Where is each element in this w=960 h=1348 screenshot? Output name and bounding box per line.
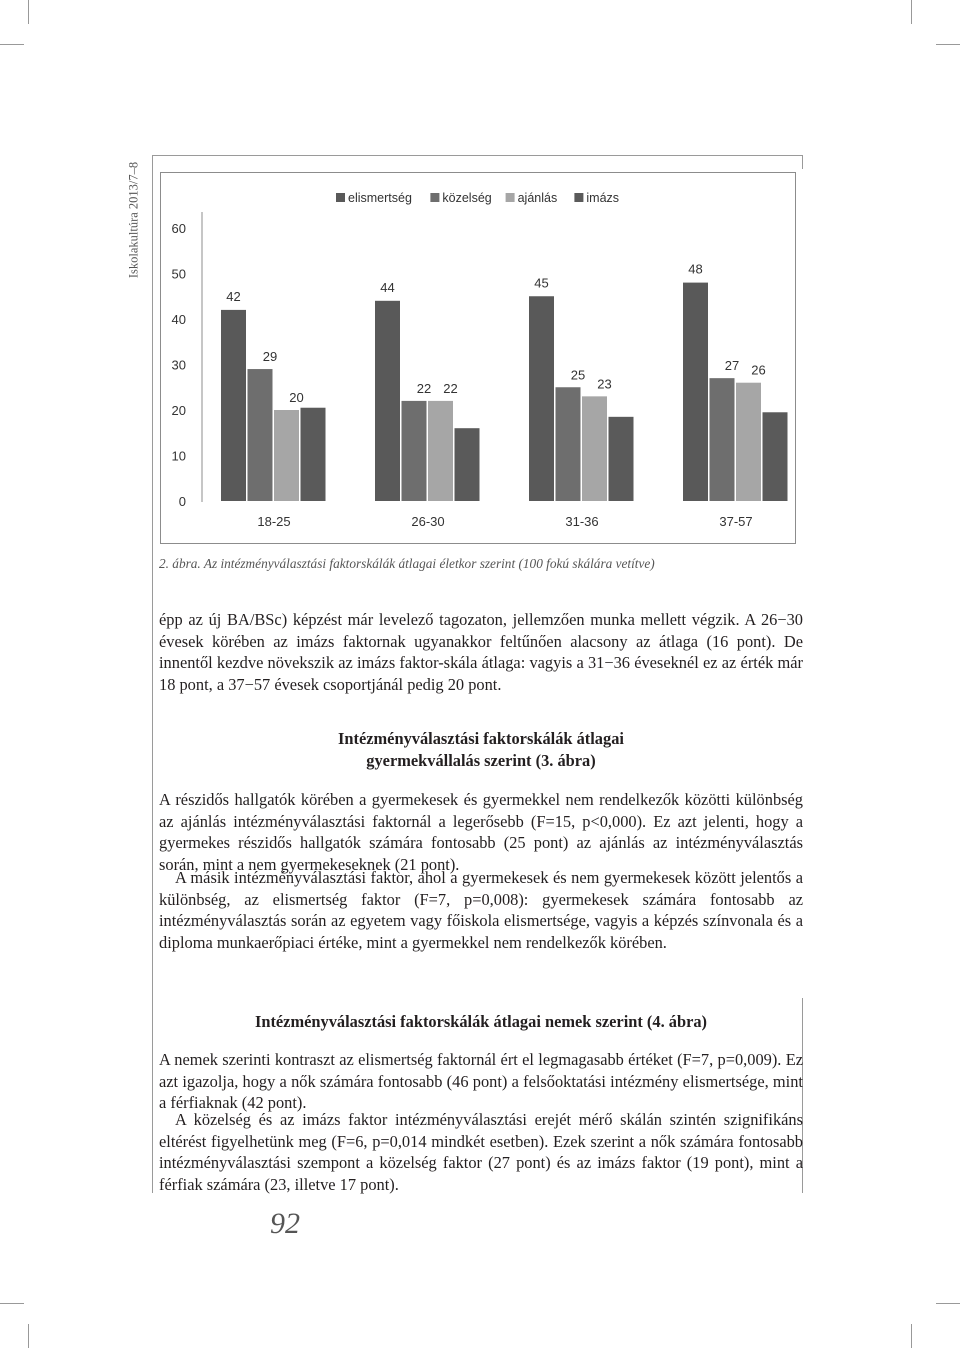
bar: [248, 369, 273, 501]
bar: [402, 401, 427, 501]
running-head-text: Iskolakultúra 2013/7–8: [126, 161, 141, 279]
x-tick-label: 31-36: [565, 514, 599, 529]
data-label: 29: [262, 349, 278, 365]
data-label: 42: [226, 288, 241, 304]
x-tick-label: 18-25: [257, 514, 291, 529]
crop-mark: [0, 44, 24, 45]
y-tick-label: 0: [178, 494, 186, 509]
running-head: [122, 150, 146, 290]
bar: [736, 383, 761, 501]
legend-label: közelség: [442, 191, 492, 205]
page-frame-top: [152, 155, 803, 156]
section-heading: Intézményválasztási faktorskálák átlagai nemek szerint (4. ábra): [254, 1012, 708, 1031]
section-heading-line: Intézményválasztási faktorskálák átlagai: [338, 729, 624, 748]
page-frame-left: [152, 155, 153, 1193]
page-number: 92: [270, 1207, 300, 1240]
figure-caption: 2. ábra. Az intézményválasztási faktorskálák átlagai életkor szerint (100 fokú skálára vetítve): [159, 556, 655, 571]
data-label: 45: [534, 275, 549, 291]
legend-label: elismertség: [348, 191, 412, 205]
legend-swatch: [506, 193, 515, 202]
data-label: 23: [597, 376, 612, 392]
legend-label: ajánlás: [517, 191, 558, 205]
bar: [683, 283, 708, 501]
data-label: 22: [416, 380, 432, 396]
y-tick-label: 40: [171, 312, 186, 327]
y-tick-label: 50: [171, 266, 186, 282]
bar: [301, 408, 326, 501]
paragraph: A közelség és az imázs faktor intézményválasztási erejét mérő skálán szintén szignifikáns eltérést figyelhetünk meg (F=6, p=0,014 mindkét esetben). Ezek szerint a nők számára fontosabb intézményválasztási szempont a közelség faktor (27 pont) és az imázs faktor (19 pont), mint a férfiak számára (23, illetve 17 pont).: [159, 1110, 803, 1194]
legend-swatch: [430, 193, 439, 202]
crop-mark: [28, 1324, 29, 1348]
data-label: 27: [724, 358, 740, 374]
x-tick-label: 37-57: [719, 514, 753, 529]
data-label: 22: [443, 380, 458, 396]
legend-swatch: [336, 193, 345, 202]
paragraph: A másik intézményválasztási faktor, ahol a gyermekesek és nem gyermekesek között jelentős a különbség, az elismertség faktor (F=7, p=0,008): gyermekesek számára fontosabb az intézményválasztás során az egyetem vagy főiskola elismertsége, vagyis a képzés színvonala és a diploma munkaerőpiaci értéke, mint a gyermekkel nem rendelkezők körében.: [159, 868, 803, 952]
bar: [375, 301, 400, 501]
bar-chart: [160, 172, 796, 544]
crop-mark: [936, 44, 960, 45]
legend-label: imázs: [586, 191, 620, 205]
data-label: 25: [570, 367, 586, 383]
bar: [274, 410, 299, 501]
y-tick-label: 60: [171, 221, 186, 236]
data-label: 20: [289, 390, 304, 405]
bar: [609, 417, 634, 501]
bar: [529, 296, 554, 501]
data-label: 44: [380, 279, 395, 295]
y-tick-label: 20: [171, 403, 186, 418]
x-tick-label: 26-30: [411, 514, 445, 529]
bar: [221, 310, 246, 501]
paragraph: épp az új BA/BSc) képzést már levelező tagozaton, jellemzően munka mellett végzik. A 26−30 évesek körében az imázs faktornak ugyanakkor feltűnően alacsony az átlaga (16 pont). De innentől kezdve növekszik az imázs faktor-skála átlaga: vagyis a 31−36 éveseknél ez az érték már 18 pont, a 37−57 évesek csoportjánál pedig 20 pont.: [159, 610, 803, 694]
legend-swatch: [574, 193, 583, 202]
bar: [428, 401, 453, 501]
data-label: 26: [751, 362, 766, 378]
paragraph: A részidős hallgatók körében a gyermekesek és gyermekkel nem rendelkezők közötti különbség az ajánlás intézményválasztási faktornál a legerősebb (F=15, p<0,000). Ez azt jelenti, hogy a gyermekes részidős hallgatók számára fontosabb (25 pont) az ajánlás az intézményválasztás során, mint a nem gyermekeseknek (21 pont).: [159, 790, 803, 874]
bar: [710, 378, 735, 501]
crop-mark: [28, 0, 29, 24]
bar: [763, 412, 788, 501]
crop-mark: [911, 1324, 912, 1348]
crop-mark: [936, 1303, 960, 1304]
bar: [556, 387, 581, 501]
crop-mark: [0, 1303, 24, 1304]
y-tick-label: 10: [171, 448, 186, 464]
section-heading: [159, 728, 803, 771]
section-heading-line: gyermekvállalás szerint (3. ábra): [366, 750, 596, 770]
page-frame-right: [802, 155, 803, 169]
bar: [455, 428, 480, 501]
y-tick-label: 30: [171, 357, 186, 373]
bar: [582, 396, 607, 501]
paragraph: A nemek szerinti kontraszt az elismertség faktornál ért el legmagasabb értéket (F=7, p=0,009). Ez azt igazolja, hogy a nők számára fontosabb (46 pont) a felsőoktatási intézmény elismertsége, mint a férfiaknak (42 pont).: [159, 1050, 803, 1113]
crop-mark: [911, 0, 912, 24]
data-label: 48: [688, 261, 703, 277]
